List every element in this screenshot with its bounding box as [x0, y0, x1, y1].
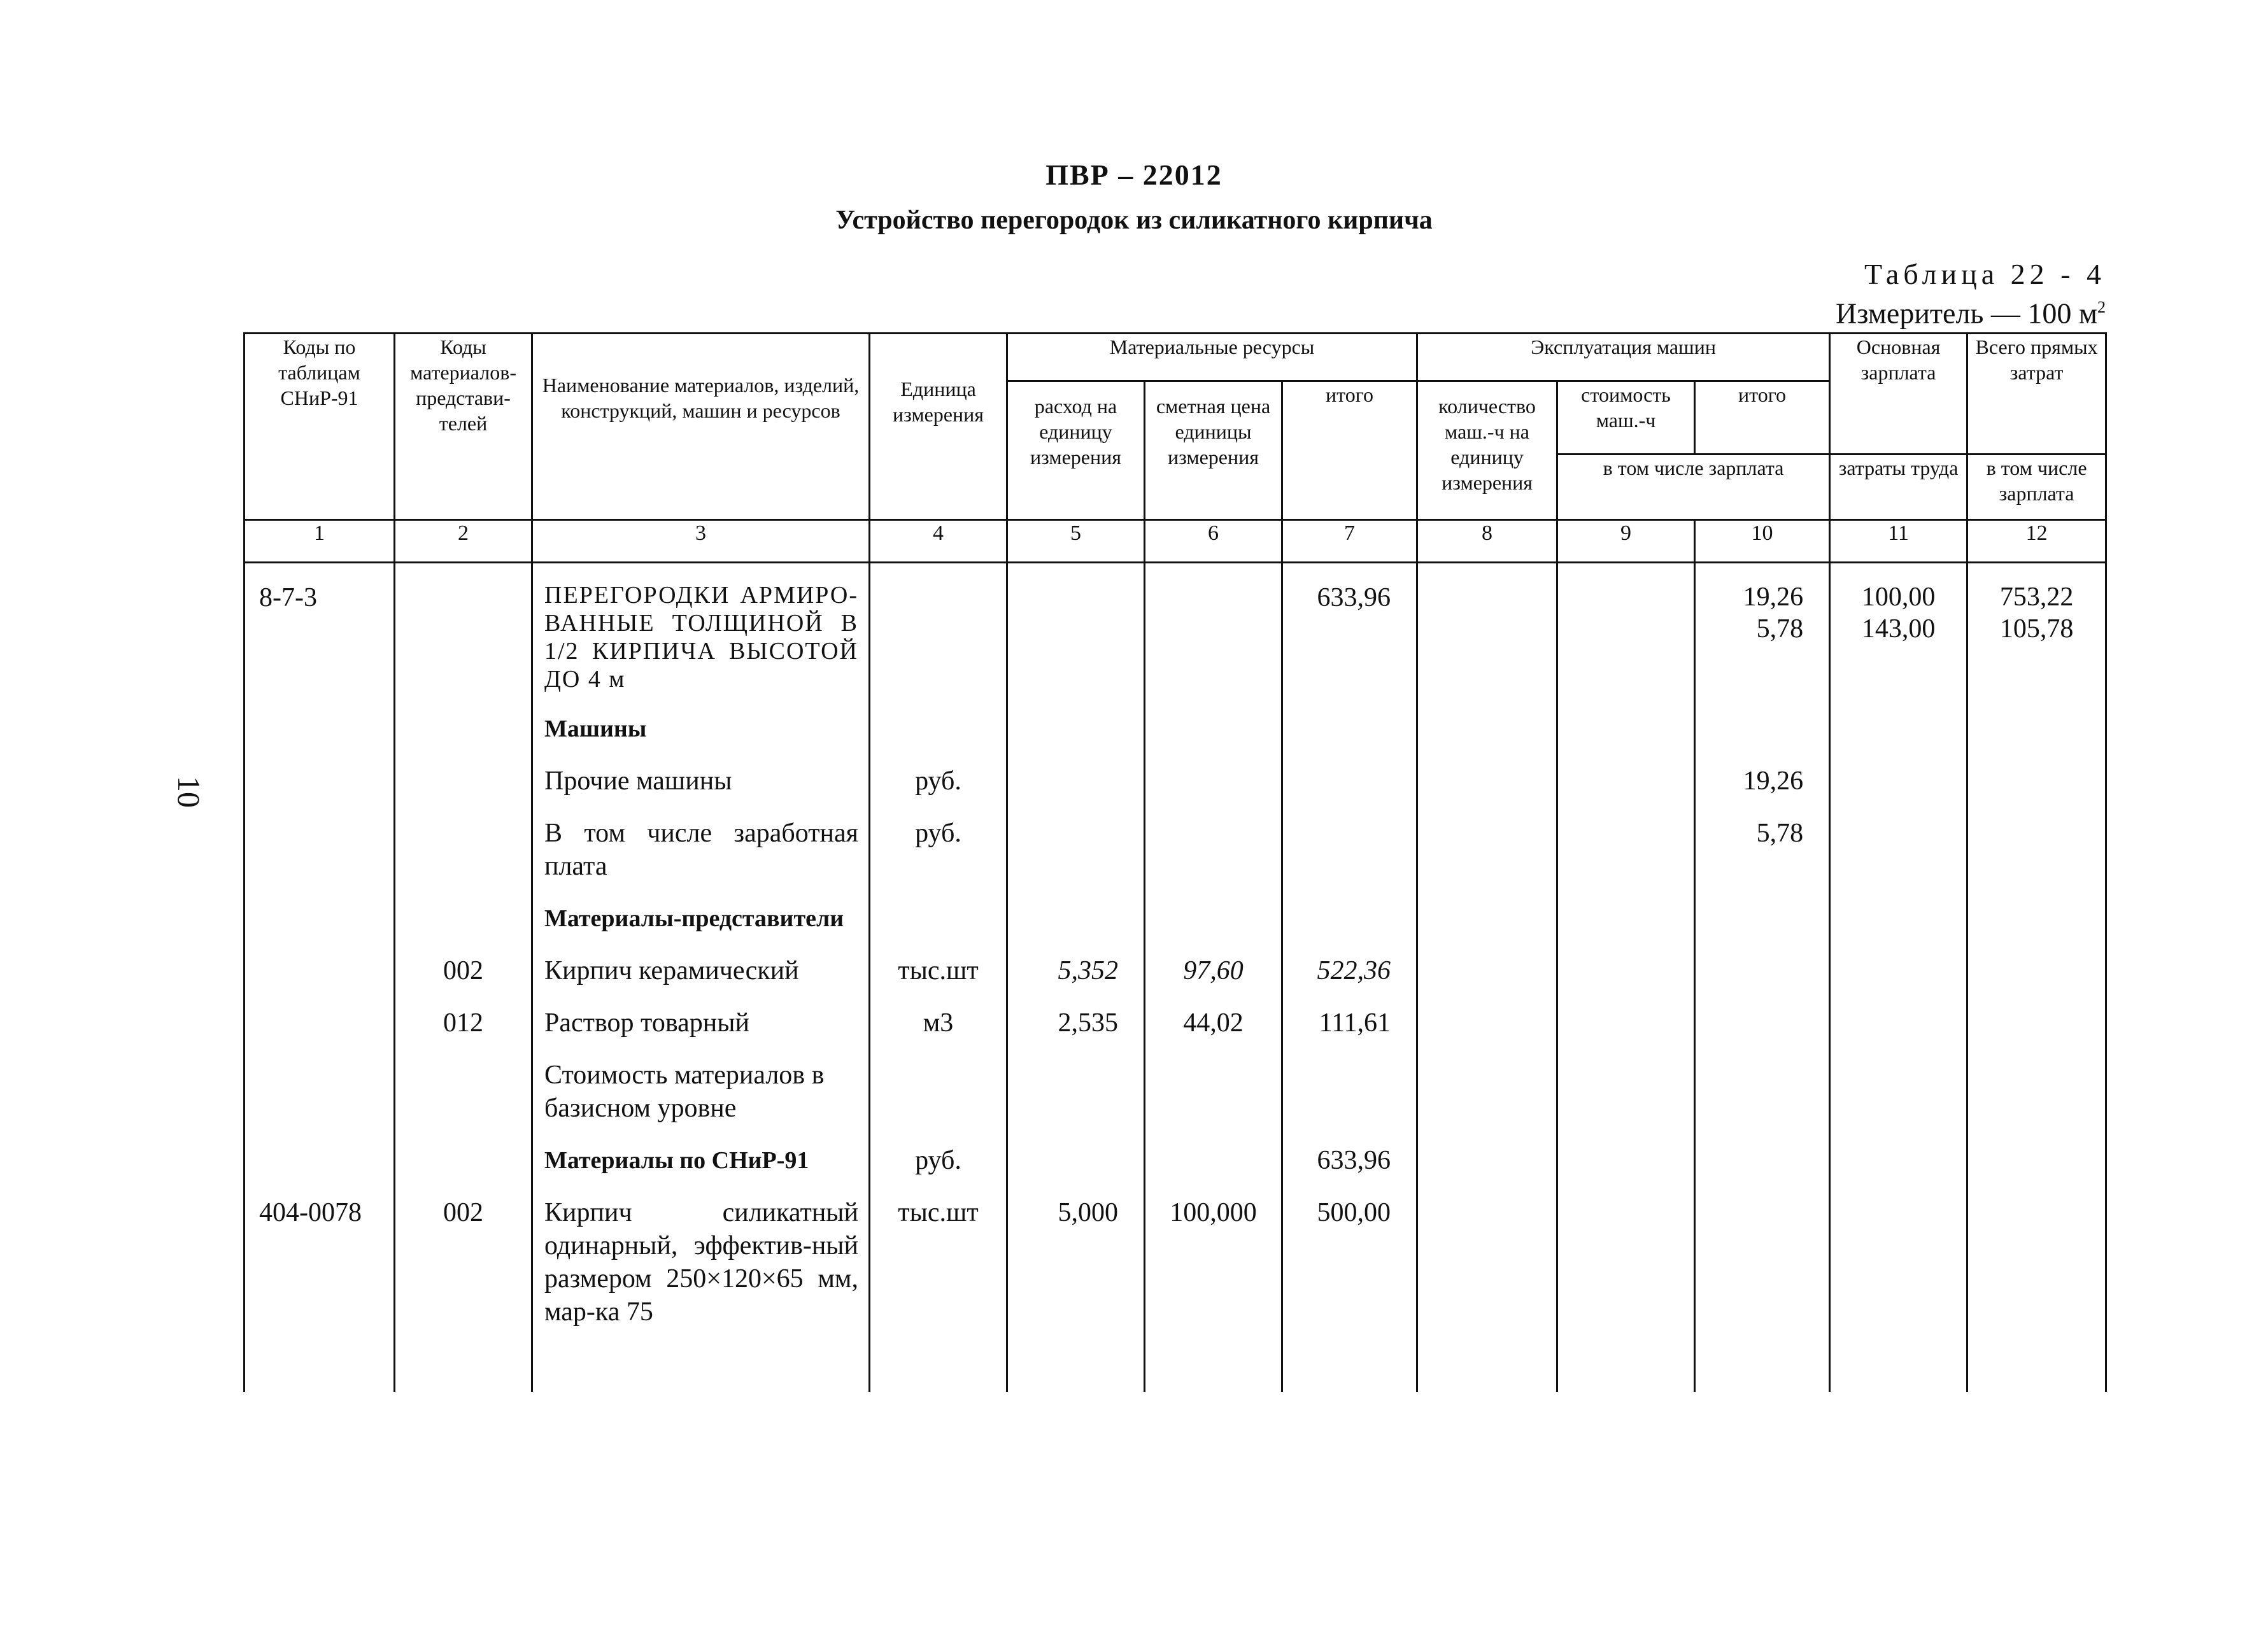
section-representative-materials: Материалы-представители [532, 902, 870, 935]
table-row-main [245, 563, 2106, 694]
col-number: 12 [1967, 520, 2106, 563]
col-number: 8 [1417, 520, 1557, 563]
cell-unit: руб. [870, 1144, 1007, 1177]
cell-price: 97,60 [1145, 954, 1282, 987]
meter-label [1836, 293, 2106, 328]
col-number: 3 [532, 520, 870, 563]
header-codes-snir: Коды по таблицам СНиР-91 [245, 334, 395, 520]
cell-mat-total: 633,96 [1282, 563, 1417, 694]
col-number: 4 [870, 520, 1007, 563]
cell-rep-code: 002 [395, 954, 532, 987]
machine-total-value: 19,26 [1743, 582, 1804, 612]
cell-base-wage [1830, 563, 1967, 694]
cell-rep-code [395, 563, 532, 694]
cell-mat-total: 522,36 [1282, 954, 1417, 987]
col-number: 2 [395, 520, 532, 563]
cell-unit: м3 [870, 1006, 1007, 1040]
cell-total-direct [1967, 563, 2106, 694]
cell-name: Кирпич силикатный одинарный, эффектив-ный размером 250×120×65 мм, мар-ка 75 [532, 1196, 870, 1329]
cell-consumption: 2,535 [1007, 1006, 1145, 1040]
header-incl-wage-total: в том числе зарплата [1967, 455, 2106, 520]
cell-mat-total: 633,96 [1282, 1144, 1417, 1177]
machine-total-wage: 5,78 [1756, 614, 1804, 644]
col-number: 6 [1145, 520, 1282, 563]
table-row [245, 765, 2106, 798]
section-machines: Машины [532, 712, 870, 745]
cell-unit: руб. [870, 765, 1007, 798]
cell-name: Стоимость материалов в базисном уровне [532, 1059, 870, 1125]
page-number: 10 [171, 776, 207, 808]
cell-name: ПЕРЕГОРОДКИ АРМИРО-ВАННЫЕ ТОЛЩИНОЙ В 1/2 КИРПИЧА ВЫСОТОЙ ДО 4 м [532, 563, 870, 694]
header-materials-total: итого [1282, 381, 1417, 520]
header-codes-rep: Коды материалов-представи-телей [395, 334, 532, 520]
table-row [245, 817, 2106, 883]
cell-consumption: 5,000 [1007, 1196, 1145, 1329]
cell-unit: тыс.шт [870, 1196, 1007, 1329]
cell-unit: тыс.шт [870, 954, 1007, 987]
header-labor-cost: затраты труда [1830, 455, 1967, 520]
table-row [245, 954, 2106, 987]
cell-name: Кирпич керамический [532, 954, 870, 987]
cell-code: 404-0078 [245, 1196, 395, 1329]
cell-price [1145, 563, 1282, 694]
section-snir-materials: Материалы по СНиР-91 [532, 1144, 870, 1177]
header-machine-operation: Эксплуатация машин [1417, 334, 1830, 381]
table-row [245, 1196, 2106, 1329]
cell-machine-total: 19,26 [1695, 765, 1830, 798]
cell-machine-cost [1557, 563, 1695, 694]
table-row-section [245, 902, 2106, 935]
cell-name: Прочие машины [532, 765, 870, 798]
col-number: 10 [1695, 520, 1830, 563]
cell-code: 8-7-3 [245, 563, 395, 694]
meter-text: Измеритель — 100 м [1836, 297, 2097, 330]
cell-consumption: 5,352 [1007, 954, 1145, 987]
cell-unit: руб. [870, 817, 1007, 883]
resource-table [243, 332, 2107, 1392]
table-row [245, 1059, 2106, 1125]
total-direct-value: 753,22 [1999, 582, 2074, 612]
header-estimated-price: сметная цена единицы измерения [1145, 381, 1282, 520]
meter-superscript: 2 [2097, 298, 2106, 316]
cell-consumption [1007, 563, 1145, 694]
header-machine-hour-cost: стоимость маш.-ч [1557, 381, 1695, 455]
cell-machine-total: 5,78 [1695, 817, 1830, 883]
header-base-wage: Основная зарплата [1830, 334, 1967, 455]
header-name: Наименование материалов, изделий, конструкций, машин и ресурсов [532, 334, 870, 520]
header-consumption: расход на единицу измерения [1007, 381, 1145, 520]
col-number: 11 [1830, 520, 1967, 563]
col-number: 7 [1282, 520, 1417, 563]
col-number: 1 [245, 520, 395, 563]
cell-machine-hours [1417, 563, 1557, 694]
table-row-section [245, 1144, 2106, 1177]
labor-cost-value: 143,00 [1861, 614, 1936, 644]
header-machine-hours: количество маш.-ч на единицу измерения [1417, 381, 1557, 520]
header-unit: Единица измерения [870, 334, 1007, 520]
header-total-direct: Всего прямых затрат [1967, 334, 2106, 455]
table-row [245, 1006, 2106, 1040]
col-number: 5 [1007, 520, 1145, 563]
cell-name: В том числе заработная плата [532, 817, 870, 883]
cell-rep-code: 012 [395, 1006, 532, 1040]
table-row-section [245, 712, 2106, 745]
cell-mat-total: 500,00 [1282, 1196, 1417, 1329]
col-number: 9 [1557, 520, 1695, 563]
table-label: Таблица 22 - 4 [1864, 258, 2106, 290]
cell-machine-total [1695, 563, 1830, 694]
document-title: Устройство перегородок из силикатного кирпича [835, 206, 1433, 235]
cell-mat-total: 111,61 [1282, 1006, 1417, 1040]
header-material-resources: Материальные ресурсы [1007, 334, 1417, 381]
document-code: ПВР – 22012 [1045, 159, 1223, 191]
cell-rep-code: 002 [395, 1196, 532, 1329]
cell-price: 44,02 [1145, 1006, 1282, 1040]
base-wage-value: 100,00 [1861, 582, 1936, 612]
total-direct-wage: 105,78 [1999, 614, 2074, 644]
header-incl-wage: в том числе зарплата [1557, 455, 1830, 520]
cell-name: Раствор товарный [532, 1006, 870, 1040]
header-machines-total: итого [1695, 381, 1830, 455]
cell-price: 100,000 [1145, 1196, 1282, 1329]
cell-unit [870, 563, 1007, 694]
